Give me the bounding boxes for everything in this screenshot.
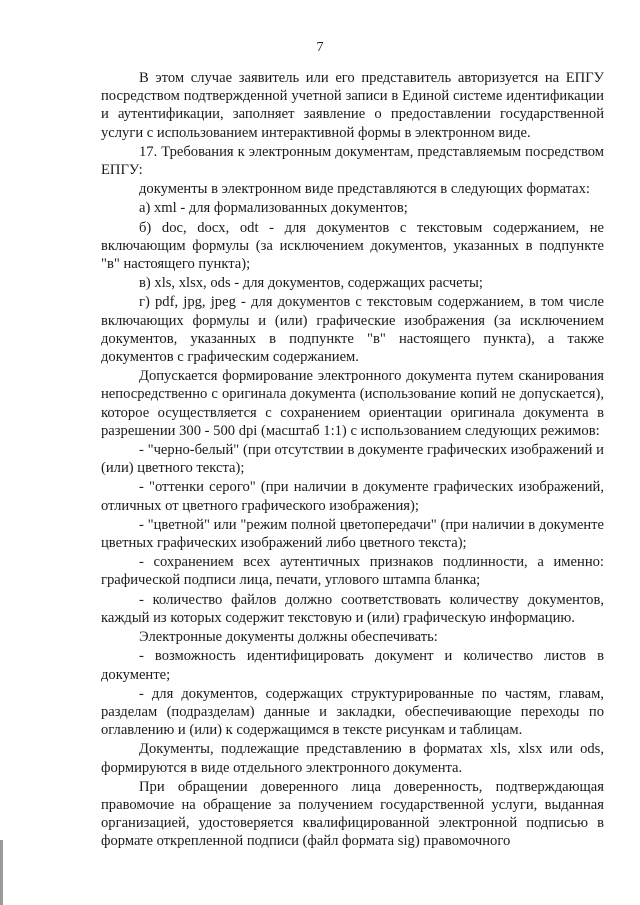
list-item-authenticity: - сохранением всех аутентичных признаков подлинности, а именно: графической подписи лица, печати, углового штампа бланка; <box>101 554 604 589</box>
list-item-structured: - для документов, содержащих структурированные по частям, главам, разделам (подразделам) данные и закладки, обеспечивающие переходы по оглавлению и (или) к содержащимся в тексте рисункам и таблицам. <box>101 685 604 739</box>
paragraph-formats-intro: документы в электронном виде представляются в следующих форматах: <box>139 181 590 198</box>
list-item-color-mode: - "цветной" или "режим полной цветопередачи" (при наличии в документе цветных графических изображений либо цветного текста); <box>101 516 604 552</box>
paragraph-authorization: В этом случае заявитель или его представитель авторизуется на ЕПГУ посредством подтвержденной учетной записи в Единой системе идентификации и аутентификации, заполняет заявление о предоставлении государственной услуги с использованием интерактивной формы в электронном виде. <box>101 70 604 141</box>
paragraph-documents-must: Электронные документы должны обеспечивать: <box>139 629 438 646</box>
paragraph-spreadsheets: Документы, подлежащие представлению в форматах xls, xlsx или ods, формируются в виде отдельного электронного документа. <box>101 741 604 776</box>
scan-edge-mark <box>0 840 3 905</box>
list-item-a: а) xml - для формализованных документов; <box>139 200 408 217</box>
paragraph-scanning: Допускается формирование электронного документа путем сканирования непосредственно с оригинала документа (использование копий не допускается), которое осуществляется с сохранением ориентации оригинала документа в разрешении 300 - 500 dpi (масштаб 1:1) с использованием следующих режимов: <box>101 368 604 439</box>
page-number: 7 <box>316 40 324 55</box>
list-item-identify: - возможность идентифицировать документ и количество листов в документе; <box>101 648 604 683</box>
list-item-grayscale-mode: - "оттенки серого" (при наличии в документе графических изображений, отличных от цветного графического изображения); <box>101 479 604 514</box>
list-item-bw-mode: - "черно-белый" (при отсутствии в документе графических изображений и (или) цветного текста); <box>101 442 604 477</box>
paragraph-power-of-attorney: При обращении доверенного лица доверенность, подтверждающая правомочие на обращение за получением государственной услуги, выданная организацией, удостоверяется квалифицированной электронной подписью в формате открепленной подписи (файл формата sig) правомочного <box>101 778 604 850</box>
paragraph-requirements-heading: 17. Требования к электронным документам, представляемым посредством ЕПГУ: <box>101 143 604 179</box>
list-item-file-count: - количество файлов должно соответствовать количеству документов, каждый из которых содержит текстовую и (или) графическую информацию. <box>101 591 604 626</box>
list-item-v: в) xls, xlsx, ods - для документов, содержащих расчеты; <box>139 275 483 292</box>
document-body <box>101 69 604 851</box>
list-item-g: г) pdf, jpg, jpeg - для документов с текстовым содержанием, в том числе включающих формулы и (или) графические изображения (за исключением документов, указанных в подпункте "в" настоящего пункта), а также документов с графическим содержанием. <box>101 294 604 366</box>
list-item-b: б) doc, docx, odt - для документов с текстовым содержанием, не включающим формулы (за исключением документов, указанных в подпункте "в" настоящего пункта); <box>101 219 604 273</box>
